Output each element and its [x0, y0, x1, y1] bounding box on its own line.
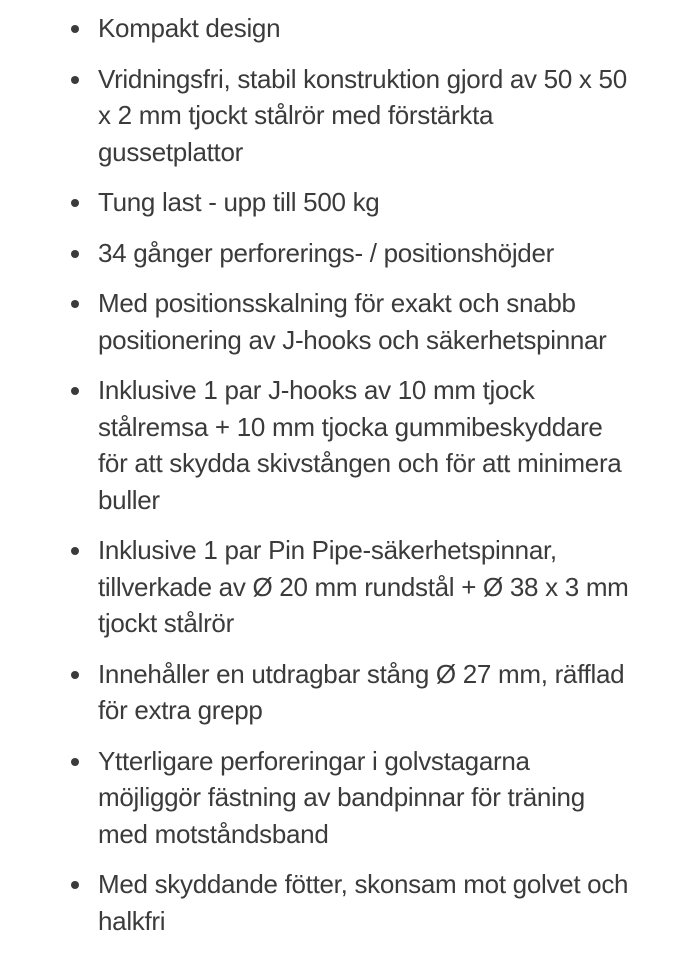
bullet-icon [71, 758, 79, 766]
text-line: Med skyddande fötter, skonsam mot golvet och [98, 869, 629, 899]
bullet-icon [71, 881, 79, 889]
list-item [71, 235, 658, 272]
list-item-text [98, 866, 628, 939]
list-item [71, 866, 658, 939]
bullet-icon [71, 199, 79, 207]
list-item-text [98, 372, 621, 518]
list-item [71, 743, 658, 853]
list-item-text [98, 743, 585, 853]
text-line: x 2 mm tjockt stålrör med förstärkta [98, 100, 494, 130]
list-item [71, 10, 658, 47]
text-line: Inklusive 1 par Pin Pipe-säkerhetspinnar, [98, 535, 557, 565]
text-line: Inklusive 1 par J-hooks av 10 mm tjock [98, 375, 535, 405]
text-line: för extra grepp [98, 695, 263, 725]
list-item [71, 656, 658, 729]
text-line: positionering av J-hooks och säkerhetspinnar [98, 324, 607, 355]
list-item [71, 184, 658, 221]
text-line: tjockt stålrör [98, 608, 234, 638]
text-line: Ytterligare perforeringar i golvstagarna [98, 745, 530, 776]
text-line: möjliggör fästning av bandpinnar för träning [98, 782, 585, 812]
list-item [71, 285, 658, 358]
text-line: Kompakt design [98, 13, 281, 43]
bullet-icon [71, 671, 79, 679]
text-line: gussetplattor [98, 136, 243, 167]
text-line: 34 gånger perforerings- / positionshöjder [98, 237, 554, 268]
text-line: buller [98, 484, 160, 515]
bullet-icon [71, 547, 79, 555]
list-item [71, 61, 658, 171]
list-item-text [98, 285, 607, 358]
text-line: Vridningsfri, stabil konstruktion gjord av 50 x 50 [98, 63, 627, 94]
list-item-text [98, 61, 627, 171]
text-line: tillverkade av Ø 20 mm rundstål + Ø 38 x 3 mm [98, 571, 629, 602]
list-item [71, 372, 658, 518]
text-line: stålremsa + 10 mm tjocka gummibeskyddare [98, 411, 603, 442]
text-line: halkfri [98, 905, 166, 936]
bullet-icon [71, 25, 79, 33]
list-item-text [98, 10, 280, 47]
list-item-text [98, 235, 554, 272]
bullet-icon [71, 387, 79, 395]
bullet-icon [71, 300, 79, 308]
text-line: för att skydda skivstången och för att minimera [98, 448, 622, 478]
list-item-text [98, 656, 624, 729]
text-line: Med positionsskalning för exakt och snabb [98, 288, 576, 318]
bullet-icon [71, 76, 79, 84]
bullet-icon [71, 250, 79, 258]
text-line: Innehåller en utdragbar stång Ø 27 mm, räfflad [98, 658, 625, 689]
list-item [71, 532, 658, 642]
list-item-text [98, 184, 379, 221]
text-line: Tung last - upp till 500 kg [98, 187, 380, 217]
text-line: med motståndsband [98, 818, 329, 849]
list-item-text [98, 532, 629, 642]
